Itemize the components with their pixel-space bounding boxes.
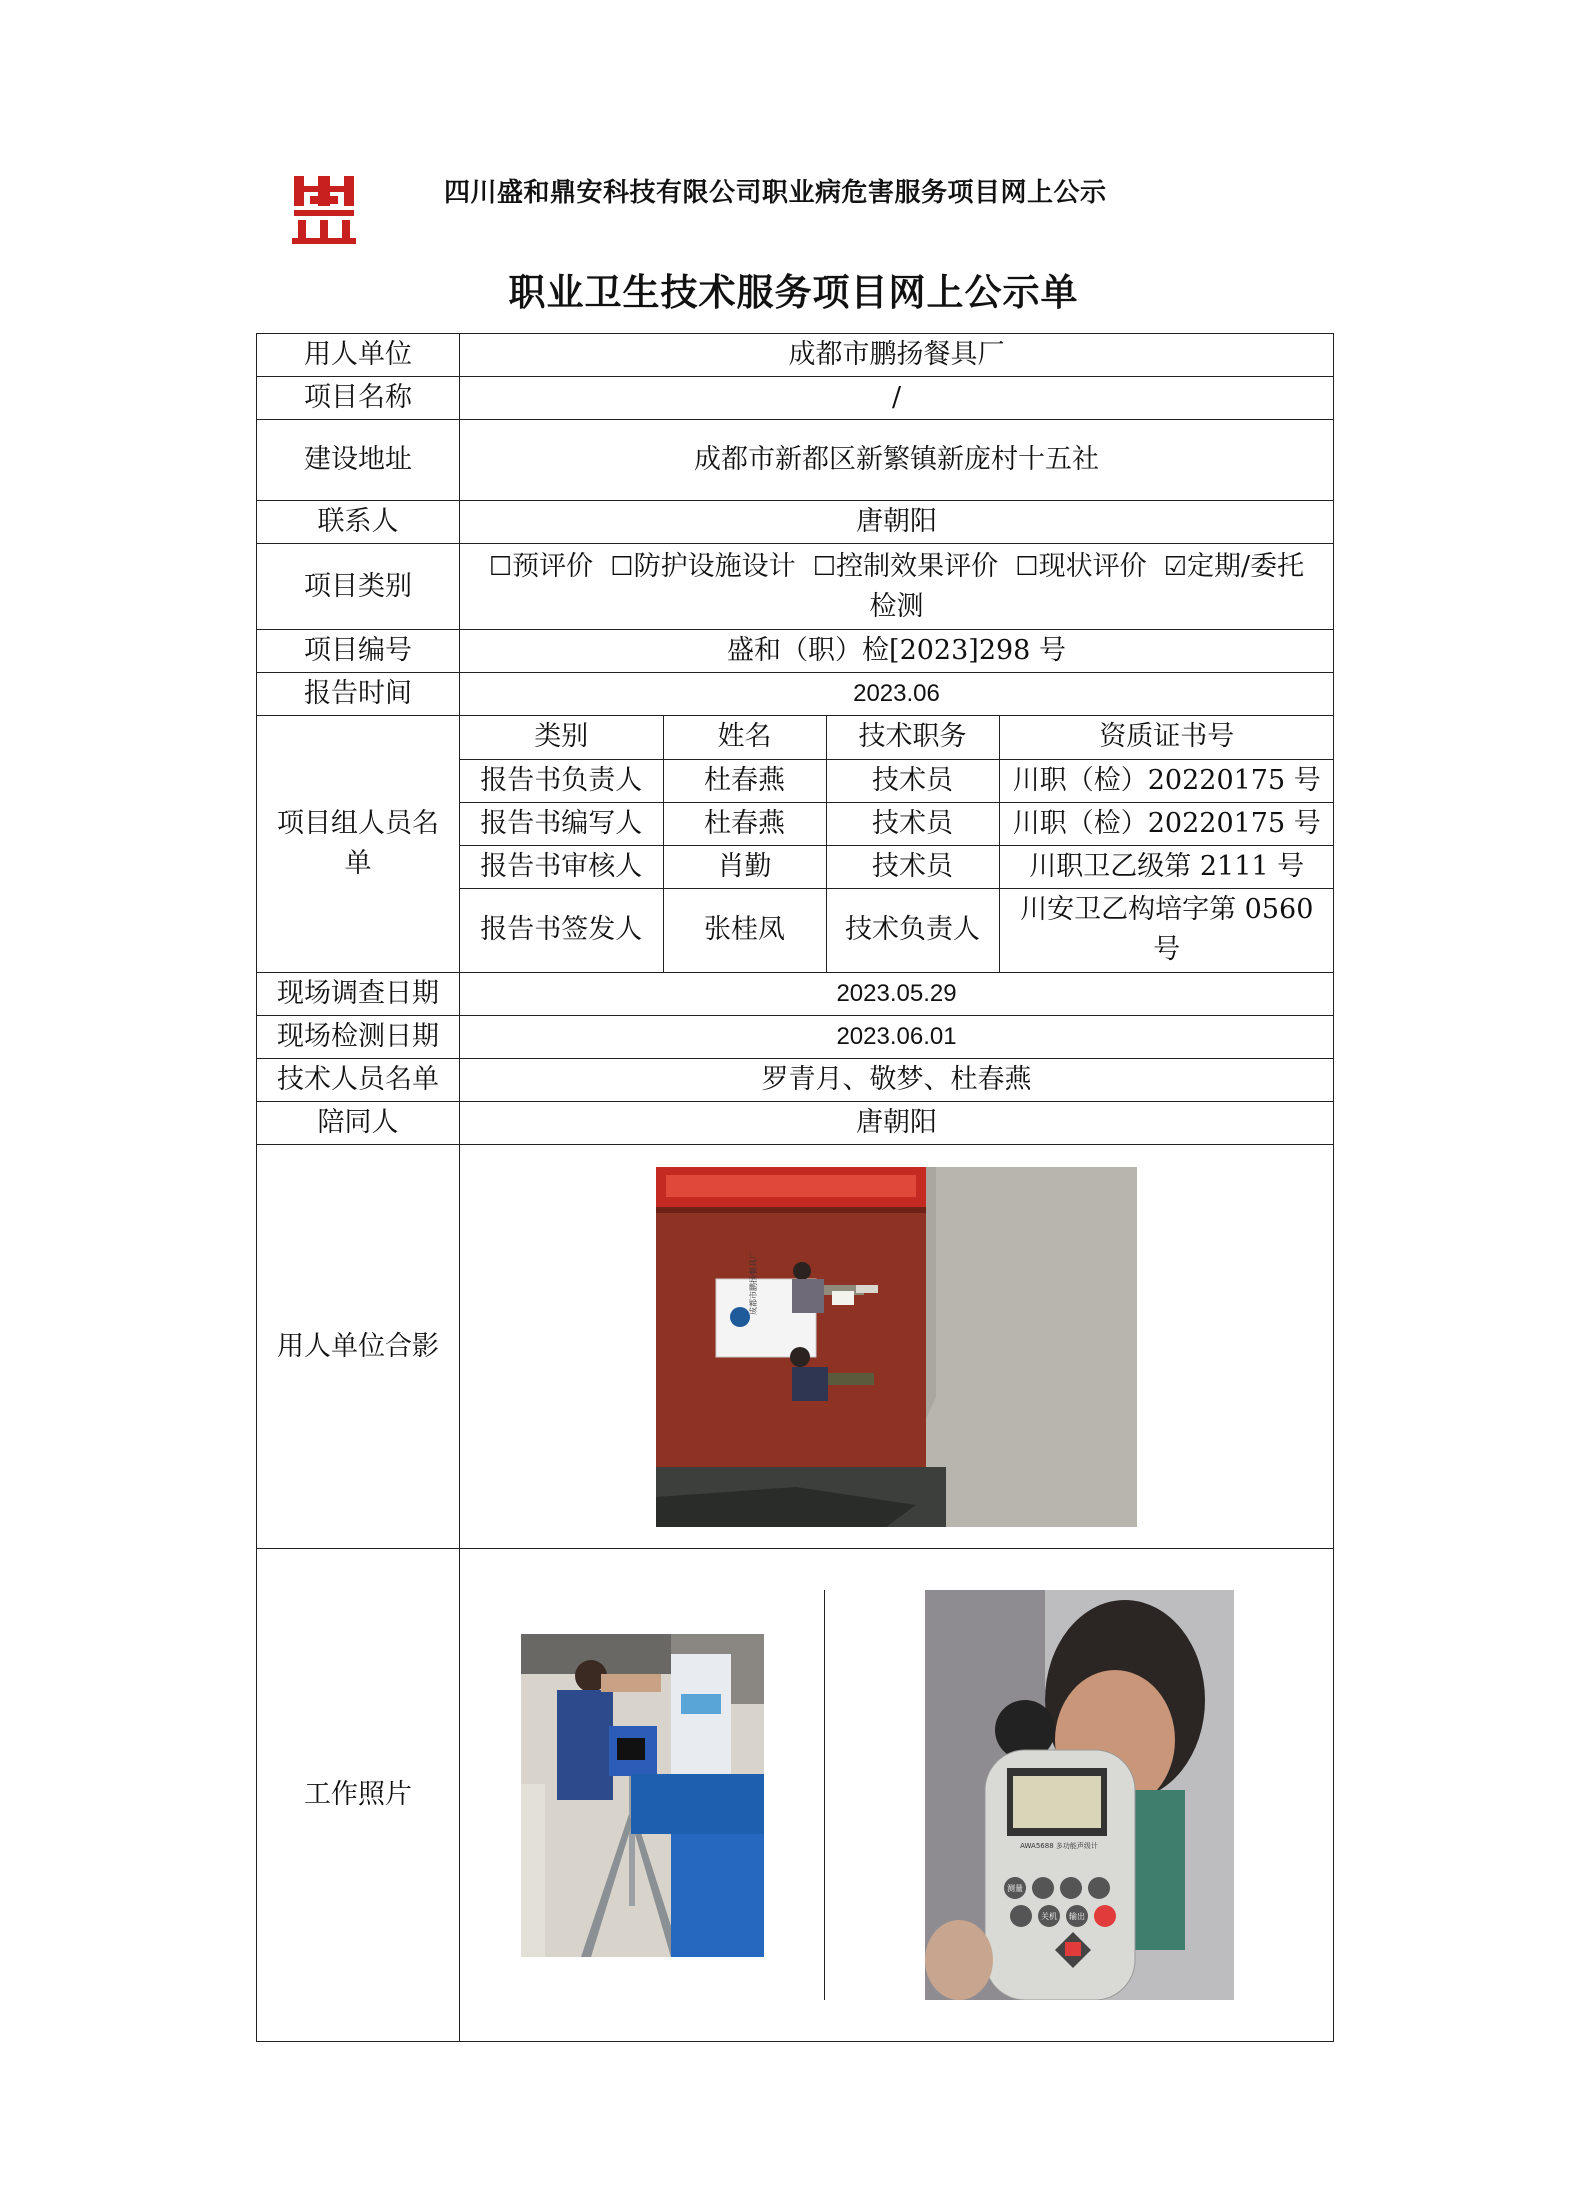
employer-value: 成都市鹏扬餐具厂 — [460, 334, 1334, 377]
report-time-value: 2023.06 — [460, 673, 1334, 716]
company-logo — [288, 172, 360, 248]
group-photo-label: 用人单位合影 — [257, 1145, 460, 1549]
category-option-periodic-test[interactable]: ☑定期/委托检测 — [870, 551, 1305, 622]
team-table — [460, 716, 1334, 972]
project-no-value: 盛和（职）检[2023]298 号 — [460, 630, 1334, 673]
address-label: 建设地址 — [257, 420, 460, 501]
category-option-status-eval[interactable]: ☐现状评价 — [1015, 551, 1146, 582]
tech-staff-label: 技术人员名单 — [257, 1059, 460, 1102]
team-title: 技术负责人 — [826, 888, 999, 972]
category-option-pre-eval[interactable]: ☐预评价 — [489, 551, 593, 582]
group-photo-cell — [460, 1145, 1334, 1549]
meter-model-label: AWA5688 多功能声级计 — [1019, 1842, 1098, 1850]
meter-button-label: 关机 — [1040, 1912, 1057, 1921]
row-team — [257, 716, 1334, 973]
checkbox-unchecked-icon: ☐ — [812, 551, 837, 582]
category-label: 项目类别 — [257, 544, 460, 630]
company-heading: 四川盛和鼎安科技有限公司职业病危害服务项目网上公示 — [444, 178, 1107, 208]
row-employer — [257, 334, 1334, 377]
meter-button-label: 测量 — [1006, 1884, 1023, 1893]
meter-button-label: 输出 — [1068, 1912, 1085, 1921]
group-photo — [656, 1167, 1137, 1527]
team-title: 技术员 — [826, 802, 999, 845]
team-person: 杜春燕 — [663, 802, 826, 845]
signboard-text: 成都市鹏扬餐具厂 — [749, 1250, 758, 1315]
work-photo-right-cell — [825, 1590, 1333, 2000]
row-address — [257, 420, 1334, 501]
team-cert: 川职卫乙级第 2111 号 — [999, 845, 1334, 888]
team-label: 项目组人员名单 — [257, 716, 460, 973]
page-header — [288, 168, 1188, 248]
work-photo-label: 工作照片 — [257, 1549, 460, 2042]
team-row — [460, 888, 1334, 972]
row-category — [257, 544, 1334, 630]
team-person: 肖勤 — [663, 845, 826, 888]
address-value: 成都市新都区新繁镇新庞村十五社 — [460, 420, 1334, 501]
team-header: 姓名 — [663, 716, 826, 759]
row-work-photos — [257, 1549, 1334, 2042]
team-person: 杜春燕 — [663, 759, 826, 802]
contact-label: 联系人 — [257, 501, 460, 544]
row-report-time — [257, 673, 1334, 716]
team-role: 报告书签发人 — [460, 888, 663, 972]
checkbox-unchecked-icon: ☐ — [610, 551, 634, 582]
row-contact — [257, 501, 1334, 544]
row-escort — [257, 1102, 1334, 1145]
team-header: 资质证书号 — [999, 716, 1334, 759]
team-header: 类别 — [460, 716, 663, 759]
team-title: 技术员 — [826, 845, 999, 888]
row-project-name — [257, 377, 1334, 420]
row-test-date — [257, 1016, 1334, 1059]
category-option-control-effect[interactable]: ☐控制效果评价 — [813, 551, 998, 582]
team-header: 技术职务 — [826, 716, 999, 759]
test-date-label: 现场检测日期 — [257, 1016, 460, 1059]
work-photo-cell — [460, 1549, 1334, 2042]
work-photo-sampling — [521, 1634, 764, 1957]
test-date-value: 2023.06.01 — [460, 1016, 1334, 1059]
team-role: 报告书负责人 — [460, 759, 663, 802]
work-photo-left-cell — [460, 1590, 825, 2000]
employer-label: 用人单位 — [257, 334, 460, 377]
checkbox-checked-icon: ☑ — [1163, 551, 1188, 582]
checkbox-unchecked-icon: ☐ — [488, 551, 513, 582]
project-name-label: 项目名称 — [257, 377, 460, 420]
document-title: 职业卫生技术服务项目网上公示单 — [508, 270, 1079, 314]
category-options — [460, 544, 1334, 630]
team-role: 报告书编写人 — [460, 802, 663, 845]
team-person: 张桂凤 — [663, 888, 826, 972]
survey-date-label: 现场调查日期 — [257, 973, 460, 1016]
team-cell — [460, 716, 1334, 973]
team-header-row — [460, 716, 1334, 759]
team-cert: 川职（检）20220175 号 — [999, 759, 1334, 802]
team-row — [460, 759, 1334, 802]
checkbox-unchecked-icon: ☐ — [1015, 551, 1039, 582]
team-title: 技术员 — [826, 759, 999, 802]
team-row — [460, 845, 1334, 888]
escort-value: 唐朝阳 — [460, 1102, 1334, 1145]
team-role: 报告书审核人 — [460, 845, 663, 888]
row-tech-staff — [257, 1059, 1334, 1102]
row-project-no — [257, 630, 1334, 673]
disclosure-table — [256, 333, 1334, 2042]
tech-staff-value: 罗青月、敬梦、杜春燕 — [460, 1059, 1334, 1102]
project-no-label: 项目编号 — [257, 630, 460, 673]
team-cert: 川职（检）20220175 号 — [999, 802, 1334, 845]
row-group-photo — [257, 1145, 1334, 1549]
category-option-protection-design[interactable]: ☐防护设施设计 — [610, 551, 795, 582]
project-name-value: / — [460, 377, 1334, 420]
team-cert: 川安卫乙构培字第 0560 号 — [999, 888, 1334, 972]
work-photo-noise-meter — [925, 1590, 1234, 2000]
survey-date-value: 2023.05.29 — [460, 973, 1334, 1016]
report-time-label: 报告时间 — [257, 673, 460, 716]
team-row — [460, 802, 1334, 845]
escort-label: 陪同人 — [257, 1102, 460, 1145]
contact-value: 唐朝阳 — [460, 501, 1334, 544]
row-survey-date — [257, 973, 1334, 1016]
